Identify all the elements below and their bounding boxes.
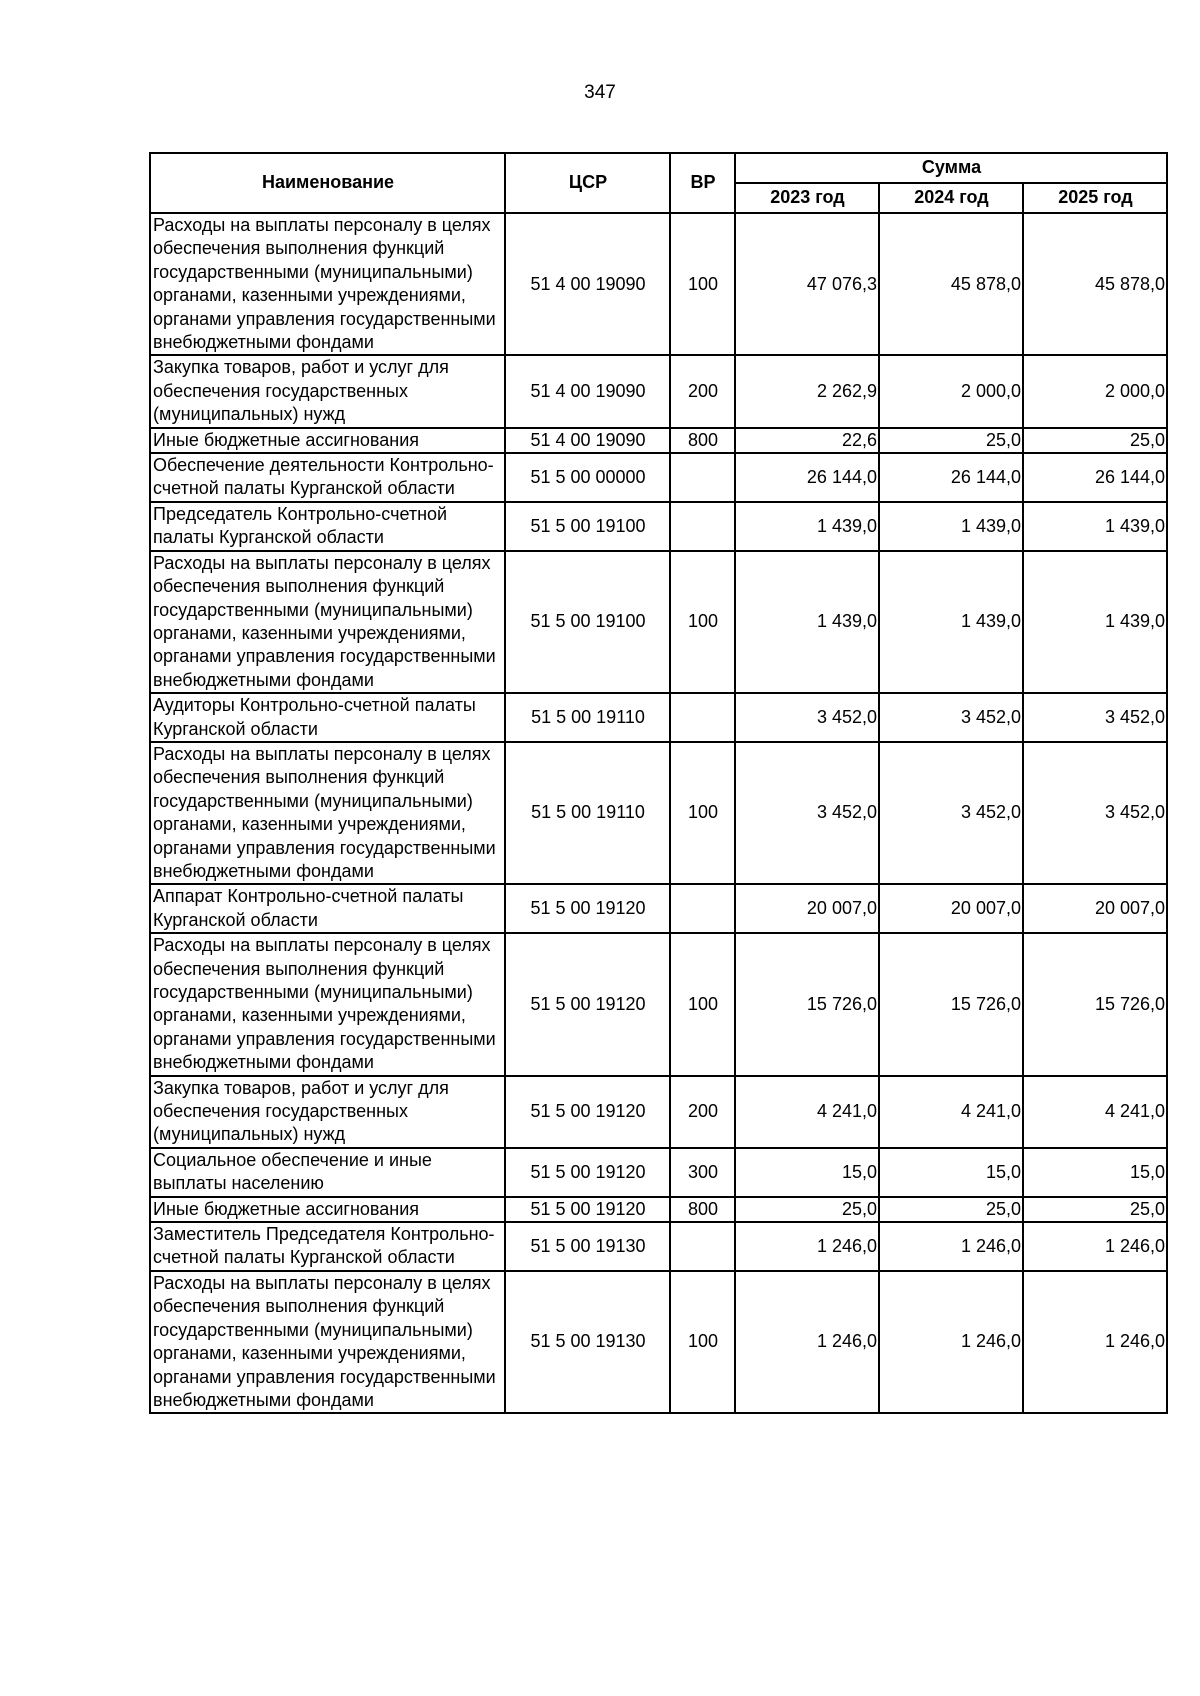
header-year-2023: 2023 год: [735, 183, 879, 213]
header-year-2025: 2025 год: [1023, 183, 1167, 213]
row-value-2023-cell: 1 246,0: [735, 1271, 879, 1413]
budget-table: [149, 152, 1168, 1414]
row-value-2025-cell: 1 246,0: [1023, 1222, 1167, 1271]
row-value-2023-cell: 47 076,3: [735, 213, 879, 355]
row-value-2024-cell: 1 439,0: [879, 551, 1023, 693]
row-value-2025-cell: 1 246,0: [1023, 1271, 1167, 1413]
row-name-cell: Аппарат Контрольно-счетной палаты Курганской области: [150, 884, 505, 933]
row-name-cell: Расходы на выплаты персоналу в целях обеспечения выполнения функций государственными (муниципальными) органами, казенными учреждениями, органами управления государственными внебюджетными фондами: [150, 933, 505, 1075]
row-vr-cell: 100: [670, 933, 735, 1075]
table-row: [150, 1076, 1167, 1148]
row-name-cell: Иные бюджетные ассигнования: [150, 1197, 505, 1222]
row-name-cell: Закупка товаров, работ и услуг для обеспечения государственных (муниципальных) нужд: [150, 1076, 505, 1148]
row-value-2024-cell: 20 007,0: [879, 884, 1023, 933]
row-csr-cell: 51 5 00 19130: [505, 1271, 670, 1413]
row-value-2023-cell: 3 452,0: [735, 742, 879, 884]
row-vr-cell: 200: [670, 355, 735, 427]
row-value-2025-cell: 15 726,0: [1023, 933, 1167, 1075]
table-row: [150, 355, 1167, 427]
row-value-2023-cell: 2 262,9: [735, 355, 879, 427]
table-row: [150, 1222, 1167, 1271]
row-value-2023-cell: 1 439,0: [735, 551, 879, 693]
row-name-cell: Расходы на выплаты персоналу в целях обеспечения выполнения функций государственными (муниципальными) органами, казенными учреждениями, органами управления государственными внебюджетными фондами: [150, 742, 505, 884]
row-value-2024-cell: 45 878,0: [879, 213, 1023, 355]
table-row: [150, 1197, 1167, 1222]
table-row: [150, 933, 1167, 1075]
row-vr-cell: [670, 1222, 735, 1271]
row-value-2024-cell: 25,0: [879, 428, 1023, 453]
row-name-cell: Аудиторы Контрольно-счетной палаты Курганской области: [150, 693, 505, 742]
row-value-2024-cell: 15,0: [879, 1148, 1023, 1197]
row-name-cell: Социальное обеспечение и иные выплаты населению: [150, 1148, 505, 1197]
row-value-2023-cell: 25,0: [735, 1197, 879, 1222]
row-vr-cell: 100: [670, 742, 735, 884]
row-value-2024-cell: 26 144,0: [879, 453, 1023, 502]
row-value-2023-cell: 1 246,0: [735, 1222, 879, 1271]
row-value-2025-cell: 20 007,0: [1023, 884, 1167, 933]
row-csr-cell: 51 5 00 19120: [505, 1197, 670, 1222]
table-row: [150, 428, 1167, 453]
row-value-2024-cell: 25,0: [879, 1197, 1023, 1222]
row-csr-cell: 51 5 00 19120: [505, 884, 670, 933]
row-vr-cell: 800: [670, 1197, 735, 1222]
row-value-2025-cell: 3 452,0: [1023, 693, 1167, 742]
row-vr-cell: 100: [670, 1271, 735, 1413]
row-value-2023-cell: 26 144,0: [735, 453, 879, 502]
table-row: [150, 551, 1167, 693]
row-vr-cell: 200: [670, 1076, 735, 1148]
row-value-2025-cell: 3 452,0: [1023, 742, 1167, 884]
table-row: [150, 502, 1167, 551]
row-csr-cell: 51 5 00 00000: [505, 453, 670, 502]
row-value-2025-cell: 26 144,0: [1023, 453, 1167, 502]
header-csr: ЦСР: [505, 153, 670, 213]
row-value-2024-cell: 1 246,0: [879, 1271, 1023, 1413]
row-value-2024-cell: 3 452,0: [879, 693, 1023, 742]
row-value-2025-cell: 15,0: [1023, 1148, 1167, 1197]
row-vr-cell: [670, 693, 735, 742]
row-csr-cell: 51 5 00 19120: [505, 1076, 670, 1148]
row-value-2023-cell: 20 007,0: [735, 884, 879, 933]
row-value-2024-cell: 2 000,0: [879, 355, 1023, 427]
row-value-2024-cell: 3 452,0: [879, 742, 1023, 884]
row-value-2024-cell: 15 726,0: [879, 933, 1023, 1075]
row-value-2025-cell: 45 878,0: [1023, 213, 1167, 355]
row-value-2023-cell: 3 452,0: [735, 693, 879, 742]
row-name-cell: Расходы на выплаты персоналу в целях обеспечения выполнения функций государственными (муниципальными) органами, казенными учреждениями, органами управления государственными внебюджетными фондами: [150, 551, 505, 693]
table-row: [150, 884, 1167, 933]
row-csr-cell: 51 5 00 19120: [505, 933, 670, 1075]
header-year-2024: 2024 год: [879, 183, 1023, 213]
header-name: Наименование: [150, 153, 505, 213]
row-vr-cell: [670, 453, 735, 502]
row-vr-cell: 800: [670, 428, 735, 453]
row-csr-cell: 51 4 00 19090: [505, 355, 670, 427]
page-number: 347: [584, 82, 616, 103]
row-value-2024-cell: 1 439,0: [879, 502, 1023, 551]
row-csr-cell: 51 5 00 19110: [505, 742, 670, 884]
header-sum: Сумма: [735, 153, 1167, 183]
row-value-2025-cell: 25,0: [1023, 1197, 1167, 1222]
table-header: [150, 153, 1167, 213]
row-value-2025-cell: 4 241,0: [1023, 1076, 1167, 1148]
row-vr-cell: [670, 502, 735, 551]
row-vr-cell: 100: [670, 551, 735, 693]
row-value-2025-cell: 2 000,0: [1023, 355, 1167, 427]
row-csr-cell: 51 5 00 19110: [505, 693, 670, 742]
header-vr: ВР: [670, 153, 735, 213]
table-row: [150, 1148, 1167, 1197]
table-row: [150, 213, 1167, 355]
row-csr-cell: 51 5 00 19130: [505, 1222, 670, 1271]
row-value-2024-cell: 1 246,0: [879, 1222, 1023, 1271]
row-csr-cell: 51 5 00 19100: [505, 551, 670, 693]
row-name-cell: Председатель Контрольно-счетной палаты Курганской области: [150, 502, 505, 551]
row-csr-cell: 51 5 00 19100: [505, 502, 670, 551]
row-csr-cell: 51 5 00 19120: [505, 1148, 670, 1197]
table-row: [150, 742, 1167, 884]
row-value-2025-cell: 1 439,0: [1023, 551, 1167, 693]
row-value-2023-cell: 15 726,0: [735, 933, 879, 1075]
row-value-2024-cell: 4 241,0: [879, 1076, 1023, 1148]
row-value-2023-cell: 4 241,0: [735, 1076, 879, 1148]
table-row: [150, 453, 1167, 502]
row-name-cell: Заместитель Председателя Контрольно-счетной палаты Курганской области: [150, 1222, 505, 1271]
row-value-2025-cell: 25,0: [1023, 428, 1167, 453]
row-value-2025-cell: 1 439,0: [1023, 502, 1167, 551]
row-name-cell: Иные бюджетные ассигнования: [150, 428, 505, 453]
table-row: [150, 693, 1167, 742]
row-name-cell: Расходы на выплаты персоналу в целях обеспечения выполнения функций государственными (муниципальными) органами, казенными учреждениями, органами управления государственными внебюджетными фондами: [150, 1271, 505, 1413]
row-name-cell: Обеспечение деятельности Контрольно-счетной палаты Курганской области: [150, 453, 505, 502]
row-value-2023-cell: 15,0: [735, 1148, 879, 1197]
row-csr-cell: 51 4 00 19090: [505, 428, 670, 453]
row-name-cell: Расходы на выплаты персоналу в целях обеспечения выполнения функций государственными (муниципальными) органами, казенными учреждениями, органами управления государственными внебюджетными фондами: [150, 213, 505, 355]
row-value-2023-cell: 22,6: [735, 428, 879, 453]
row-csr-cell: 51 4 00 19090: [505, 213, 670, 355]
table-row: [150, 1271, 1167, 1413]
table-body: [150, 213, 1167, 1413]
row-vr-cell: 100: [670, 213, 735, 355]
row-name-cell: Закупка товаров, работ и услуг для обеспечения государственных (муниципальных) нужд: [150, 355, 505, 427]
row-vr-cell: 300: [670, 1148, 735, 1197]
row-value-2023-cell: 1 439,0: [735, 502, 879, 551]
row-vr-cell: [670, 884, 735, 933]
